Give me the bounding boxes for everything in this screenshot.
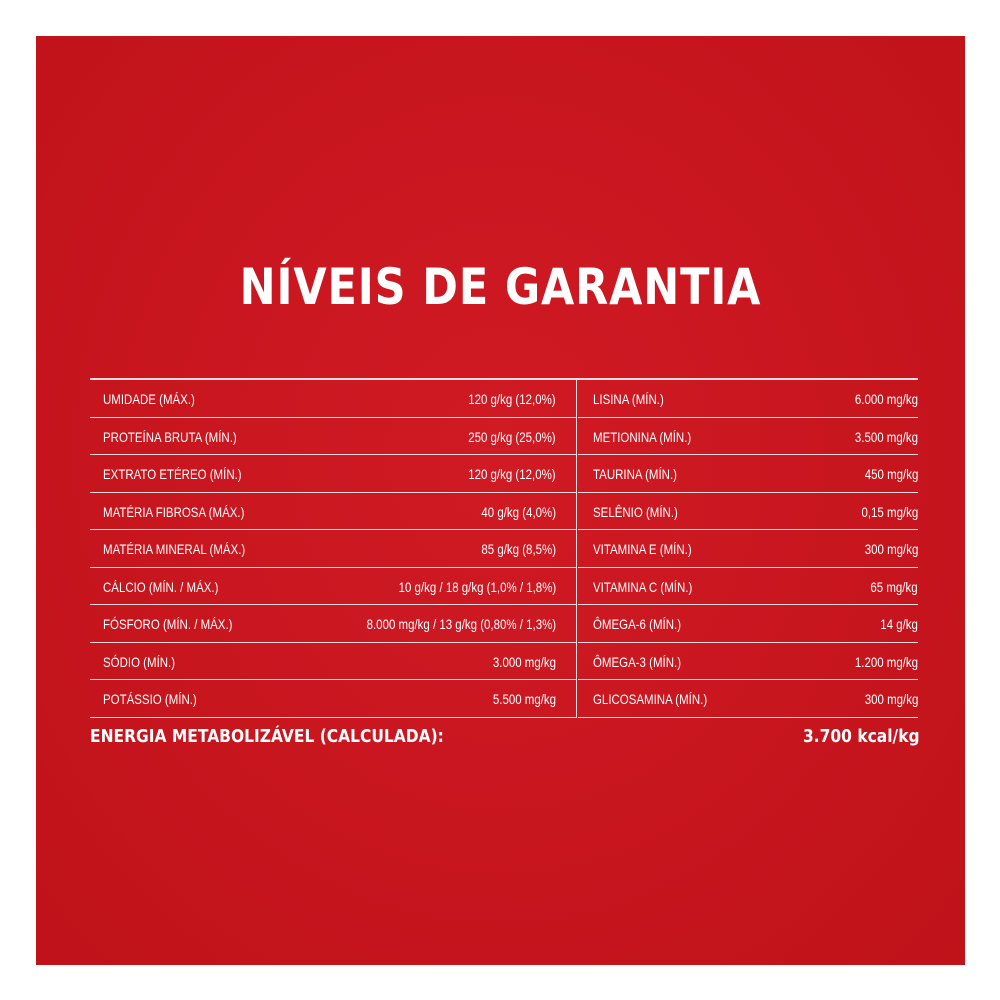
page-title: NÍVEIS DE GARANTIA xyxy=(239,258,762,316)
row-value: 120 g/kg (12,0%) xyxy=(468,466,556,482)
row-value: 14 g/kg xyxy=(880,616,918,632)
table-row xyxy=(90,680,576,718)
row-label: SÓDIO (MÍN.) xyxy=(103,653,176,670)
row-value: 6.000 mg/kg xyxy=(854,391,918,407)
nutrient-column-left xyxy=(90,380,577,718)
table-row xyxy=(90,493,576,531)
row-value: 120 g/kg (12,0%) xyxy=(468,391,556,407)
row-label: SELÊNIO (MÍN.) xyxy=(593,503,678,520)
nutrient-table xyxy=(90,378,918,707)
table-row xyxy=(90,643,576,681)
table-row xyxy=(578,380,918,418)
row-label: VITAMINA E (MÍN.) xyxy=(593,541,692,557)
row-label: VITAMINA C (MÍN.) xyxy=(593,578,693,595)
row-label: GLICOSAMINA (MÍN.) xyxy=(593,691,708,707)
row-label: METIONINA (MÍN.) xyxy=(593,428,692,445)
energy-value: 3.700 kcal/kg xyxy=(803,726,920,747)
row-value: 40 g/kg (4,0%) xyxy=(481,503,556,520)
row-value: 3.000 mg/kg xyxy=(492,653,556,670)
table-row xyxy=(90,530,576,568)
row-label: ÔMEGA-6 (MÍN.) xyxy=(593,616,682,632)
table-row xyxy=(90,568,576,606)
row-value: 300 mg/kg xyxy=(864,691,918,707)
table-row xyxy=(578,530,918,568)
row-label: PROTEÍNA BRUTA (MÍN.) xyxy=(103,428,237,445)
row-label: ÔMEGA-3 (MÍN.) xyxy=(593,653,682,670)
row-label: UMIDADE (MÁX.) xyxy=(103,391,195,407)
row-value: 450 mg/kg xyxy=(864,466,918,482)
row-label: CÁLCIO (MÍN. / MÁX.) xyxy=(103,578,219,595)
table-row xyxy=(578,418,918,456)
table-row xyxy=(90,380,576,418)
guarantee-panel xyxy=(36,36,965,965)
table-row xyxy=(578,643,918,681)
table-row xyxy=(578,568,918,606)
row-value: 85 g/kg (8,5%) xyxy=(481,541,556,557)
row-value: 3.500 mg/kg xyxy=(854,428,918,445)
row-label: POTÁSSIO (MÍN.) xyxy=(103,691,197,707)
row-value: 300 mg/kg xyxy=(864,541,918,557)
table-row xyxy=(578,493,918,531)
table-row xyxy=(578,680,918,718)
table-row xyxy=(90,605,576,643)
row-label: EXTRATO ETÉREO (MÍN.) xyxy=(103,466,242,482)
row-label: LISINA (MÍN.) xyxy=(593,391,664,407)
row-label: FÓSFORO (MÍN. / MÁX.) xyxy=(103,616,233,632)
table-row xyxy=(90,455,576,493)
row-value: 10 g/kg / 18 g/kg (1,0% / 1,8%) xyxy=(398,578,556,595)
row-value: 5.500 mg/kg xyxy=(492,691,556,707)
table-row xyxy=(578,455,918,493)
nutrient-column-right xyxy=(578,380,918,718)
row-label: MATÉRIA FIBROSA (MÁX.) xyxy=(103,503,245,520)
row-label: MATÉRIA MINERAL (MÁX.) xyxy=(103,541,246,557)
table-row xyxy=(90,418,576,456)
energy-label: ENERGIA METABOLIZÁVEL (CALCULADA): xyxy=(90,726,444,747)
row-label: TAURINA (MÍN.) xyxy=(593,466,677,482)
row-value: 8.000 mg/kg / 13 g/kg (0,80% / 1,3%) xyxy=(366,616,556,632)
row-value: 65 mg/kg xyxy=(870,578,918,595)
row-value: 250 g/kg (25,0%) xyxy=(468,428,556,445)
row-value: 0,15 mg/kg xyxy=(861,503,918,520)
row-value: 1.200 mg/kg xyxy=(854,653,918,670)
table-row xyxy=(578,605,918,643)
